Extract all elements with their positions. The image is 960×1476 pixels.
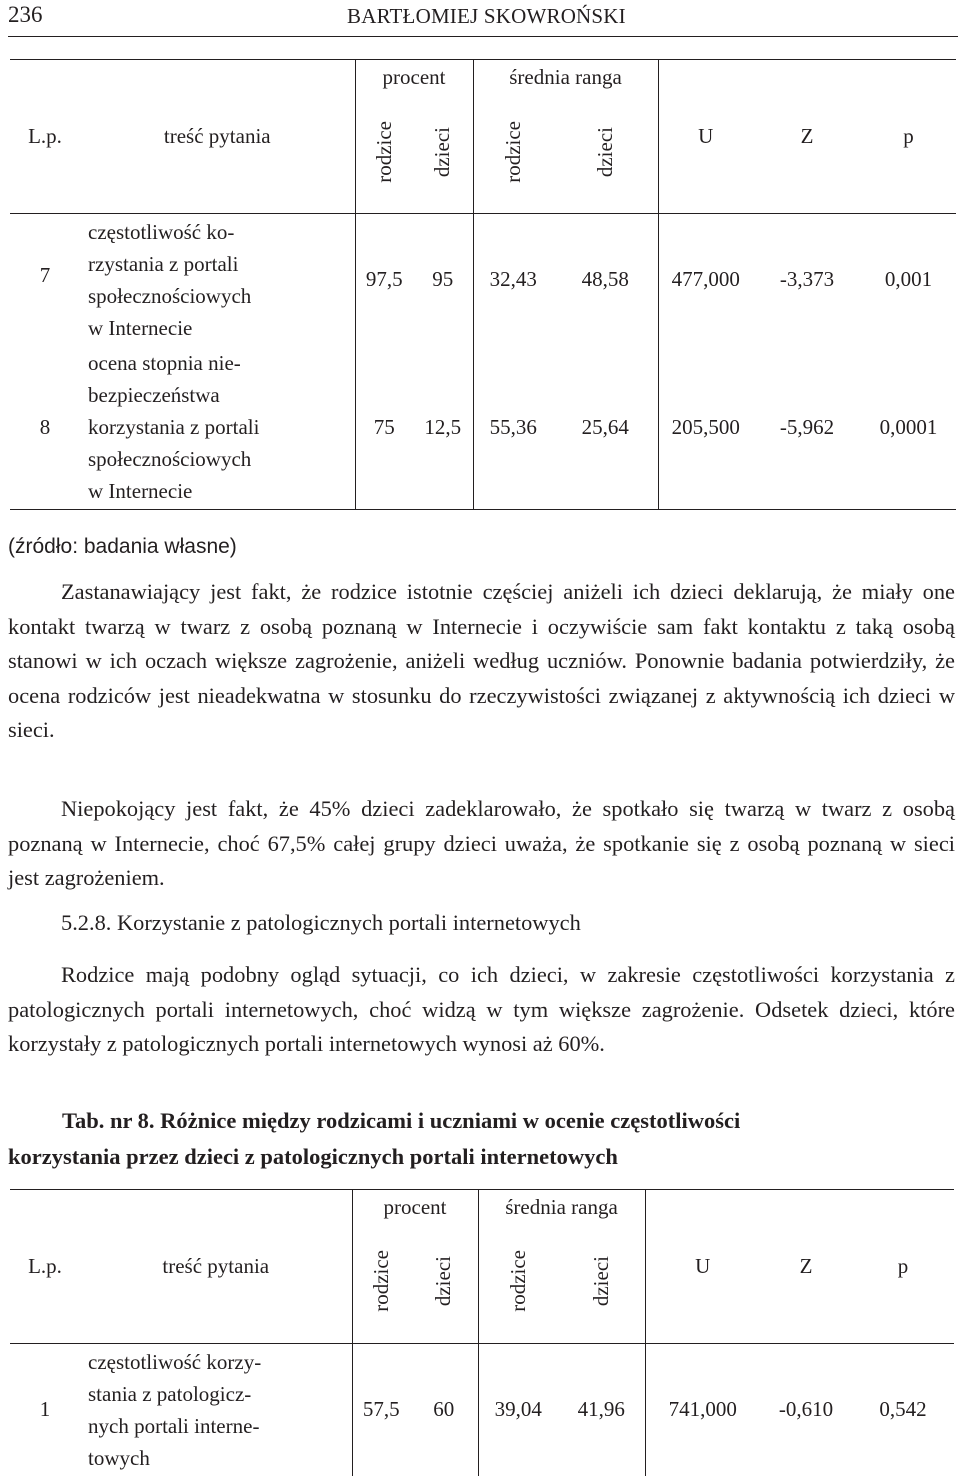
rank-parents-header: rodzice bbox=[473, 96, 553, 214]
page-number: 236 bbox=[8, 2, 43, 27]
table-1 bbox=[10, 59, 956, 510]
page-header bbox=[8, 0, 958, 37]
rank-children-value: 48,58 bbox=[553, 214, 658, 346]
p-value: 0,0001 bbox=[861, 346, 956, 510]
section-heading: 5.2.8. Korzystanie z patologicznych portali internetowych bbox=[61, 910, 581, 935]
rank-children-value: 25,64 bbox=[553, 346, 658, 510]
rank-parents-value: 39,04 bbox=[478, 1344, 558, 1476]
percent-group-header: procent bbox=[352, 1190, 478, 1225]
z-value: -5,962 bbox=[753, 346, 861, 510]
rank-children-header: dzieci bbox=[553, 96, 658, 214]
u-value: 477,000 bbox=[671, 267, 740, 292]
rank-parents-header: rodzice bbox=[478, 1225, 558, 1344]
paragraph-3: Rodzice mają podobny ogląd sytuacji, co ich dzieci, w zakresie częstotliwości korzystania z patologicznych portali internetowych, choć widzą w tym większe zagrożenie. Odsetek dzieci, które korzystały z patologicznych portali internetowych wynosi aż 60%. bbox=[8, 962, 955, 1056]
percent-children-header: dzieci bbox=[410, 1225, 478, 1344]
row-question: ocena stopnia nie- bezpieczeństwa korzystania z portali społecznościowych w Internecie bbox=[80, 346, 355, 510]
u-header: U bbox=[645, 1190, 760, 1344]
percent-children-header: dzieci bbox=[413, 96, 473, 214]
rank-children-header: dzieci bbox=[558, 1225, 645, 1344]
table-caption bbox=[8, 1103, 956, 1175]
u-value: 741,000 bbox=[668, 1397, 737, 1422]
lp-header: L.p. bbox=[10, 1190, 80, 1344]
source-note: (źródło: badania własne) bbox=[8, 535, 237, 558]
table-row bbox=[10, 346, 956, 510]
row-lp: 7 bbox=[39, 263, 51, 287]
rank-children-value: 41,96 bbox=[558, 1344, 645, 1476]
u-value: 205,500 bbox=[658, 346, 753, 510]
question-header: treść pytania bbox=[80, 1190, 352, 1344]
rank-group-header: średnia ranga bbox=[478, 1190, 645, 1225]
caption-line-1: Tab. nr 8. Różnice między rodzicami i uczniami w ocenie częstotliwości bbox=[62, 1108, 741, 1133]
row-question: częstotliwość korzy- stania z patologicz- nych portali interne- towych bbox=[88, 1349, 262, 1470]
running-head: BARTŁOMIEJ SKOWROŃSKI bbox=[347, 4, 626, 28]
paragraph-1: Zastanawiający jest fakt, że rodzice istotnie częściej aniżeli ich dzieci deklarują, że miały one kontakt twarzą w twarz z osobą poznaną w Internecie i oczywiście sam fakt kontaktu z taką osobą stanowi w ich oczach większe zagrożenie, aniżeli według uczniów. Ponownie badania potwierdziły, że ocena rodziców jest nieadekwatna w stosunku do rzeczywistości związanej z aktywnością ich dzieci w sieci. bbox=[8, 579, 955, 742]
percent-parents-header: rodzice bbox=[355, 96, 413, 214]
pct-children-value: 95 bbox=[413, 214, 473, 346]
paragraph-2: Niepokojący jest fakt, że 45% dzieci zadeklarowało, że spotkało się twarzą w twarz z osobą poznaną w Internecie, choć 67,5% całej grupy dzieci uważa, że spotkanie się z osobą poznaną w sieci jest zagrożeniem. bbox=[8, 796, 955, 890]
z-header: Z bbox=[760, 1190, 852, 1344]
rank-group-header: średnia ranga bbox=[473, 60, 658, 96]
row-question: częstotliwość ko- rzystania z portali społecznościowych w Internecie bbox=[88, 219, 252, 340]
p-value: 0,542 bbox=[879, 1397, 927, 1422]
rank-parents-value: 32,43 bbox=[473, 214, 553, 346]
z-value: -0,610 bbox=[778, 1397, 834, 1422]
z-value: -3,373 bbox=[779, 267, 835, 292]
table-2 bbox=[10, 1189, 954, 1476]
table-row bbox=[10, 1344, 954, 1476]
z-header: Z bbox=[753, 60, 861, 214]
p-header: p bbox=[861, 60, 956, 214]
percent-parents-header: rodzice bbox=[352, 1225, 410, 1344]
pct-children-value: 12,5 bbox=[413, 346, 473, 510]
p-value: 0,001 bbox=[884, 267, 933, 292]
caption-line-2: korzystania przez dzieci z patologicznych portali internetowych bbox=[8, 1144, 618, 1169]
pct-parents-value: 57,5 bbox=[352, 1344, 410, 1476]
row-lp: 1 bbox=[39, 1397, 51, 1422]
p-header: p bbox=[852, 1190, 954, 1344]
percent-group-header: procent bbox=[355, 60, 473, 96]
question-header: treść pytania bbox=[80, 60, 355, 214]
table-row bbox=[10, 214, 956, 346]
pct-children-value: 60 bbox=[410, 1344, 478, 1476]
row-lp: 8 bbox=[10, 346, 80, 510]
pct-parents-value: 75 bbox=[355, 346, 413, 510]
rank-parents-value: 55,36 bbox=[473, 346, 553, 510]
lp-header: L.p. bbox=[10, 60, 80, 214]
pct-parents-value: 97,5 bbox=[355, 214, 413, 346]
u-header: U bbox=[658, 60, 753, 214]
